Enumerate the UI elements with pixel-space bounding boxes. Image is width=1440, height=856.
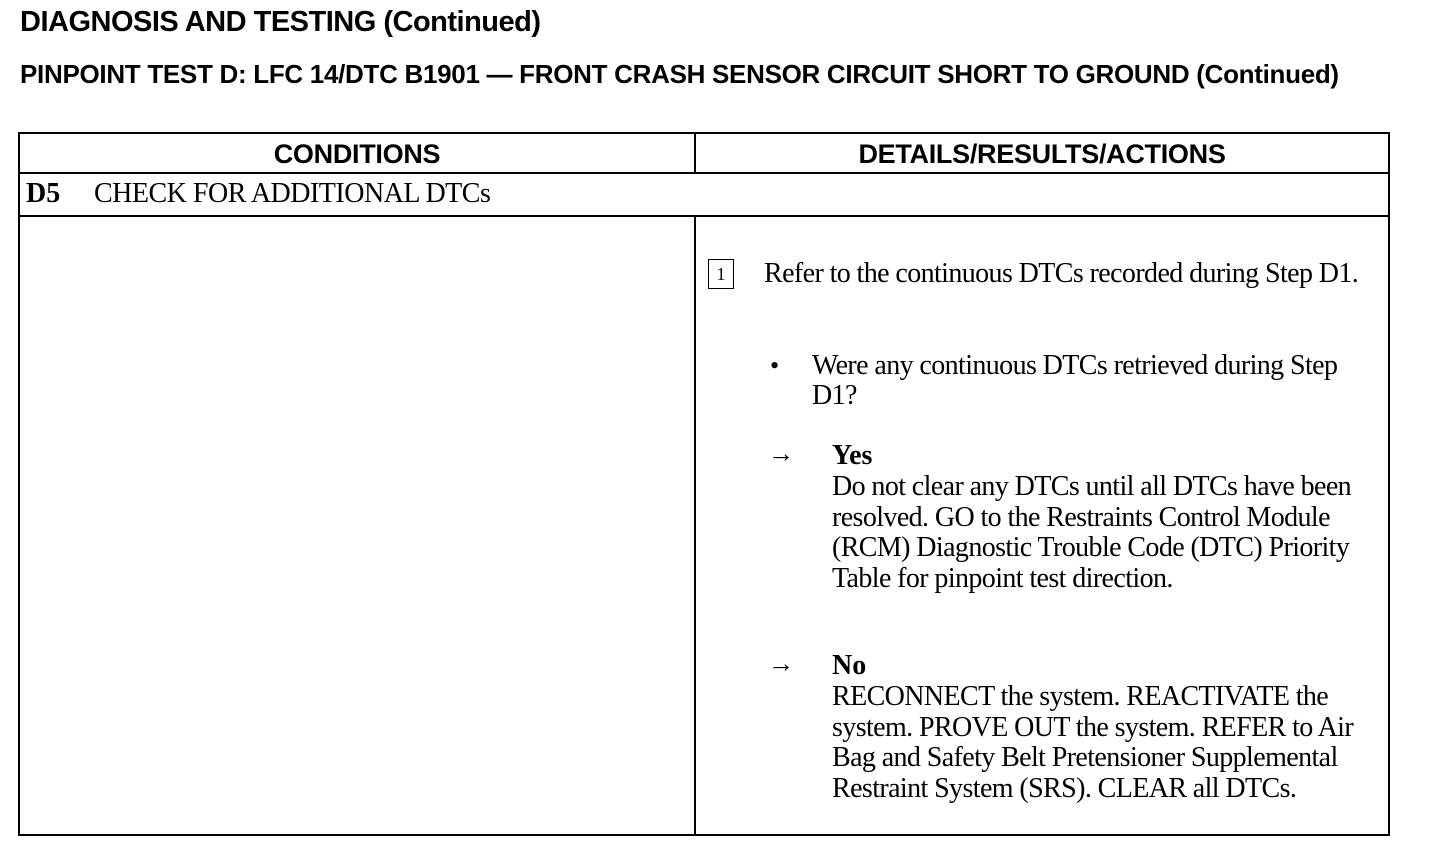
step-title: CHECK FOR ADDITIONAL DTCs xyxy=(94,178,491,209)
table-header-row xyxy=(20,134,1388,174)
no-action: RECONNECT the system. REACTIVATE the system. PROVE OUT the system. REFER to Air Bag and Safety Belt Pretensioner Supplemental Restraint System (SRS). CLEAR all DTCs. xyxy=(832,681,1354,804)
details-column-header: DETAILS/RESULTS/ACTIONS xyxy=(858,139,1226,169)
yes-label: Yes xyxy=(832,440,873,471)
no-label: No xyxy=(832,650,867,681)
step-row xyxy=(20,174,1388,217)
pinpoint-test-title: PINPOINT TEST D: LFC 14/DTC B1901 — FRONT CRASH SENSOR CIRCUIT SHORT TO GROUND (Continued) xyxy=(20,59,1339,89)
arrow-right-icon: → xyxy=(768,649,794,678)
arrow-right-icon: → xyxy=(768,439,794,468)
conditions-column-header: CONDITIONS xyxy=(273,139,441,169)
yes-action: Do not clear any DTCs until all DTCs have been resolved. GO to the Restraints Control Module (RCM) Diagnostic Trouble Code (DTC) Priority Table for pinpoint test direction. xyxy=(832,471,1352,594)
pinpoint-test-table xyxy=(18,132,1390,836)
step-number-box: 1 xyxy=(708,259,734,289)
bullet-icon: • xyxy=(770,351,780,380)
details-cell xyxy=(696,217,1388,834)
question-text: Were any continuous DTCs retrieved during Step D1? xyxy=(812,350,1338,411)
step-id: D5 xyxy=(26,178,61,209)
step-instruction: Refer to the continuous DTCs recorded during Step D1. xyxy=(764,258,1359,289)
section-title: DIAGNOSIS AND TESTING (Continued) xyxy=(20,6,541,38)
